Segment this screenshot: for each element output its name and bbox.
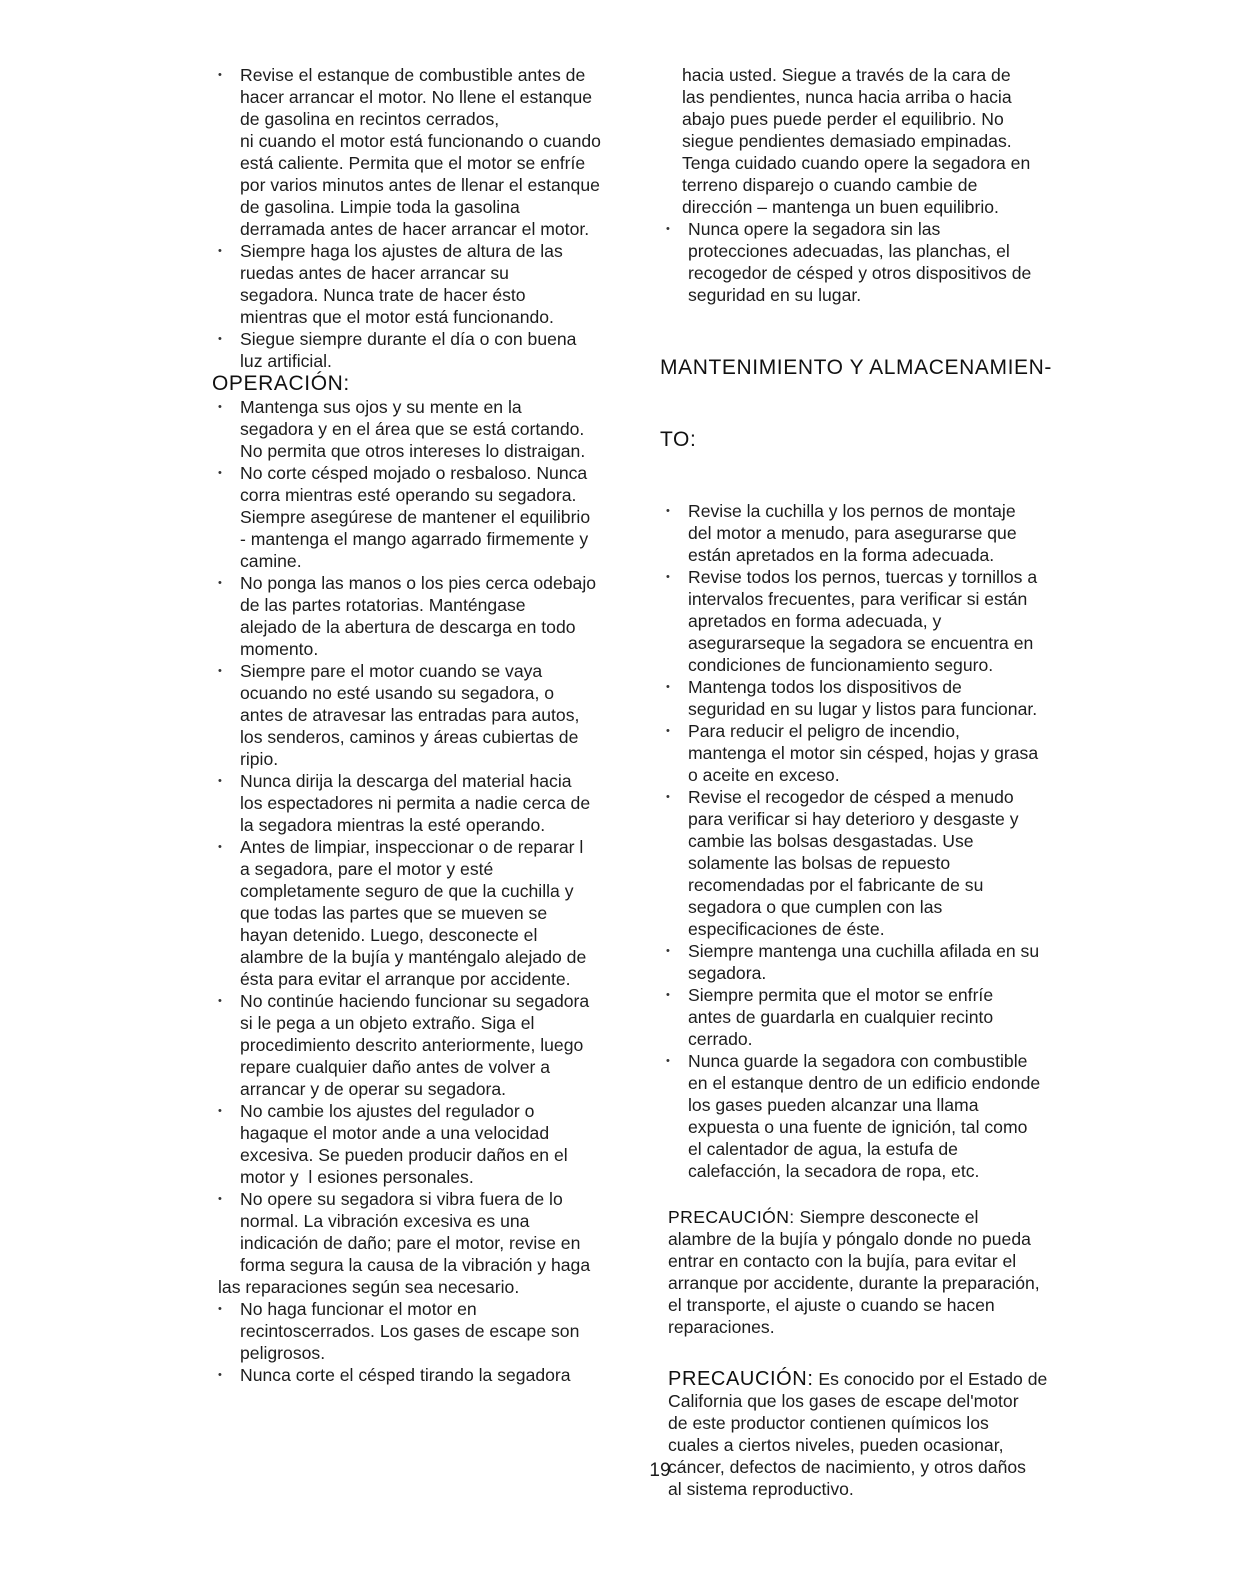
intro-bullet-list bbox=[212, 64, 650, 372]
list-item bbox=[212, 396, 650, 462]
text-line: de gasolina en recintos cerrados, bbox=[240, 109, 500, 129]
text-line: solamente las bolsas de repuesto bbox=[688, 853, 951, 873]
operacion-bullet-list bbox=[212, 396, 650, 1276]
text-line: recogedor de césped y otros dispositivos de bbox=[688, 263, 1032, 283]
text-line: - mantenga el mango agarrado firmemente y bbox=[240, 529, 589, 549]
text-line: California que los gases de escape del'motor bbox=[668, 1391, 1019, 1411]
text-line: que todas las partes que se mueven se bbox=[240, 903, 548, 923]
text-line: abajo pues puede perder el equilibrio. No bbox=[682, 109, 1004, 129]
text-line: • No corte césped mojado o resbaloso. Nunca bbox=[240, 463, 588, 483]
text-line: • Para reducir el peligro de incendio, bbox=[688, 721, 960, 741]
text-line: entrar en contacto con la bujía, para evitar el bbox=[668, 1251, 1017, 1271]
text-line: para verificar si hay deterioro y desgaste y bbox=[688, 809, 1019, 829]
text-line: ésta para evitar el arranque por accidente. bbox=[240, 969, 571, 989]
text-line: excesiva. Se pueden producir daños en el bbox=[240, 1145, 568, 1165]
text-line: normal. La vibración excesiva es una bbox=[240, 1211, 530, 1231]
text-line: intervalos frecuentes, para verificar si están bbox=[688, 589, 1028, 609]
list-item bbox=[660, 218, 1090, 306]
list-item bbox=[212, 240, 650, 328]
text-line: • No haga funcionar el motor en bbox=[240, 1299, 477, 1319]
text-line: camine. bbox=[240, 551, 302, 571]
text-line: • Siegue siempre durante el día o con buena bbox=[240, 329, 577, 349]
text-line: • Nunca corte el césped tirando la segadora bbox=[240, 1365, 571, 1385]
text-line: hacia usted. Siegue a través de la cara de bbox=[682, 65, 1011, 85]
text-line: ocuando no esté usando su segadora, o bbox=[240, 683, 554, 703]
list-item bbox=[660, 676, 1090, 720]
text-line: completamente seguro de que la cuchilla y bbox=[240, 881, 574, 901]
text-line: • No opere su segadora si vibra fuera de lo bbox=[240, 1189, 563, 1209]
text-line: alambre de la bujía y manténgalo alejado de bbox=[240, 947, 587, 967]
text-line: mientras que el motor está funcionando. bbox=[240, 307, 554, 327]
text-line: terreno disparejo o cuando cambie de bbox=[682, 175, 978, 195]
caution-note-spark-plug bbox=[660, 1206, 1090, 1338]
text-line: seguridad en su lugar y listos para funcionar. bbox=[688, 699, 1038, 719]
text-line: siegue pendientes demasiado empinadas. bbox=[682, 131, 1012, 151]
list-item bbox=[660, 566, 1090, 676]
text-line: seguridad en su lugar. bbox=[688, 285, 862, 305]
text-line: hacer arrancar el motor. No llene el estanque bbox=[240, 87, 593, 107]
heading-line: MANTENIMIENTO Y ALMACENAMIEN- bbox=[660, 356, 1052, 379]
text-line: • No ponga las manos o los pies cerca odebajo bbox=[240, 573, 597, 593]
text-line: o aceite en exceso. bbox=[688, 765, 840, 785]
text-line: asegurarseque la segadora se encuentra en bbox=[688, 633, 1034, 653]
left-column bbox=[212, 64, 650, 1386]
text-line: • Siempre pare el motor cuando se vaya bbox=[240, 661, 543, 681]
list-item bbox=[212, 990, 650, 1100]
text-line: No permita que otros intereses lo distraigan. bbox=[240, 441, 586, 461]
text-line: cáncer, defectos de nacimiento, y otros daños bbox=[668, 1457, 1026, 1477]
text-line: antes de guardarla en cualquier recinto bbox=[688, 1007, 994, 1027]
text-line: cambie las bolsas desgastadas. Use bbox=[688, 831, 974, 851]
text-line: • Siempre permita que el motor se enfríe bbox=[688, 985, 994, 1005]
text-line: • Nunca dirija la descarga del material hacia bbox=[240, 771, 572, 791]
text-line: • Mantenga todos los dispositivos de bbox=[688, 677, 962, 697]
text-line: cerrado. bbox=[688, 1029, 753, 1049]
text-line: las pendientes, nunca hacia arriba o hacia bbox=[682, 87, 1012, 107]
text-line: están apretados en la forma adecuada. bbox=[688, 545, 995, 565]
text-line: repare cualquier daño antes de volver a bbox=[240, 1057, 551, 1077]
list-item bbox=[212, 462, 650, 572]
operacion-heading: OPERACIÓN: bbox=[212, 372, 350, 395]
text-line: protecciones adecuadas, las planchas, el bbox=[688, 241, 1010, 261]
mantenimiento-bullet-list bbox=[660, 500, 1090, 1182]
text-line: el calentador de agua, la estufa de bbox=[688, 1139, 958, 1159]
text-line: especificaciones de éste. bbox=[688, 919, 885, 939]
text-line: segadora. bbox=[688, 963, 767, 983]
text-line: momento. bbox=[240, 639, 319, 659]
text-line: • Mantenga sus ojos y su mente en la bbox=[240, 397, 522, 417]
text-line: • Revise el estanque de combustible antes de bbox=[240, 65, 586, 85]
text-line: alambre de la bujía y póngalo donde no pueda bbox=[668, 1229, 1031, 1249]
text-line: los espectadores ni permita a nadie cerca de bbox=[240, 793, 591, 813]
list-item bbox=[212, 1100, 650, 1188]
text-line: está caliente. Permita que el motor se enfríe bbox=[240, 153, 586, 173]
text-line: dirección – mantenga un buen equilibrio. bbox=[682, 197, 999, 217]
text-line: de las partes rotatorias. Manténgase bbox=[240, 595, 526, 615]
text-line: arranque por accidente, durante la preparación, bbox=[668, 1273, 1040, 1293]
text-line: cuales a ciertos niveles, pueden ocasionar, bbox=[668, 1435, 1004, 1455]
list-item bbox=[212, 1188, 650, 1276]
list-item bbox=[660, 500, 1090, 566]
text-line: motor y l esiones personales. bbox=[240, 1167, 474, 1187]
list-item bbox=[660, 984, 1090, 1050]
text-line: segadora o que cumplen con las bbox=[688, 897, 943, 917]
text-line: de este productor contienen químicos los bbox=[668, 1413, 989, 1433]
text-line: • Siempre haga los ajustes de altura de las bbox=[240, 241, 563, 261]
text-line: • No cambie los ajustes del regulador o bbox=[240, 1101, 535, 1121]
text-line: • Antes de limpiar, inspeccionar o de reparar l bbox=[240, 837, 584, 857]
text-line: hagaque el motor ande a una velocidad bbox=[240, 1123, 550, 1143]
list-item bbox=[660, 720, 1090, 786]
text-line: ruedas antes de hacer arrancar su bbox=[240, 263, 509, 283]
text-line: reparaciones. bbox=[668, 1317, 775, 1337]
text-line: por varios minutos antes de llenar el estanque bbox=[240, 175, 600, 195]
page-number: 19 bbox=[649, 1460, 671, 1481]
text-line: Es conocido por el Estado de bbox=[813, 1369, 1048, 1389]
text-line: condiciones de funcionamiento seguro. bbox=[688, 655, 994, 675]
text-line: Siempre asegúrese de mantener el equilibrio bbox=[240, 507, 591, 527]
text-line: segadora y en el área que se está cortando. bbox=[240, 419, 585, 439]
continuation-line: las reparaciones según sea necesario. bbox=[218, 1277, 520, 1297]
list-item bbox=[660, 786, 1090, 940]
text-line: luz artificial. bbox=[240, 351, 332, 371]
heading-line: TO: bbox=[660, 428, 697, 451]
list-item bbox=[212, 1364, 650, 1386]
text-line: procedimiento descrito anteriormente, luego bbox=[240, 1035, 584, 1055]
text-line: del motor a menudo, para asegurarse que bbox=[688, 523, 1017, 543]
continuation-paragraph bbox=[660, 64, 1090, 218]
list-item bbox=[212, 64, 650, 240]
text-line: en el estanque dentro de un edificio endonde bbox=[688, 1073, 1041, 1093]
text-line: de gasolina. Limpie toda la gasolina bbox=[240, 197, 520, 217]
text-line: derramada antes de hacer arrancar el motor. bbox=[240, 219, 590, 239]
text-line: forma segura la causa de la vibración y haga bbox=[240, 1255, 591, 1275]
text-line: indicación de daño; pare el motor, revise en bbox=[240, 1233, 581, 1253]
list-item bbox=[212, 770, 650, 836]
text-line: la segadora mientras la esté operando. bbox=[240, 815, 546, 835]
list-item bbox=[212, 572, 650, 660]
text-line: los gases pueden alcanzar una llama bbox=[688, 1095, 979, 1115]
text-line: • Nunca guarde la segadora con combustible bbox=[688, 1051, 1028, 1071]
text-line: recomendadas por el fabricante de su bbox=[688, 875, 984, 895]
text-line: • Revise la cuchilla y los pernos de montaje bbox=[688, 501, 1016, 521]
text-line: Siempre desconecte el bbox=[794, 1207, 979, 1227]
list-item bbox=[660, 940, 1090, 984]
caution-label: PRECAUCIÓN: bbox=[668, 1368, 814, 1390]
text-line: • Revise todos los pernos, tuercas y tornillos a bbox=[688, 567, 1038, 587]
text-line: • Revise el recogedor de césped a menudo bbox=[688, 787, 1014, 807]
text-line: calefacción, la secadora de ropa, etc. bbox=[688, 1161, 980, 1181]
text-line: • Nunca opere la segadora sin las bbox=[688, 219, 941, 239]
text-line: apretados en forma adecuada, y bbox=[688, 611, 942, 631]
text-line: corra mientras esté operando su segadora. bbox=[240, 485, 577, 505]
text-line: • No continúe haciendo funcionar su segadora bbox=[240, 991, 590, 1011]
text-line: ni cuando el motor está funcionando o cuando bbox=[240, 131, 601, 151]
text-line: • Siempre mantenga una cuchilla afilada en su bbox=[688, 941, 1040, 961]
text-line: Tenga cuidado cuando opere la segadora en bbox=[682, 153, 1031, 173]
text-line: antes de atravesar las entradas para autos, bbox=[240, 705, 580, 725]
operacion-bullet-list-2 bbox=[212, 1298, 650, 1386]
list-item bbox=[212, 836, 650, 990]
text-line: alejado de la abertura de descarga en todo bbox=[240, 617, 576, 637]
list-item bbox=[212, 1298, 650, 1364]
text-line: el transporte, el ajuste o cuando se hacen bbox=[668, 1295, 995, 1315]
text-line: arrancar y de operar su segadora. bbox=[240, 1079, 507, 1099]
text-line: peligrosos. bbox=[240, 1343, 326, 1363]
text-line: los senderos, caminos y áreas cubiertas de bbox=[240, 727, 579, 747]
text-line: al sistema reproductivo. bbox=[668, 1479, 854, 1499]
text-line: hayan detenido. Luego, desconecte el bbox=[240, 925, 538, 945]
caution-label: PRECAUCIÓN: bbox=[668, 1207, 795, 1227]
text-line: si le pega a un objeto extraño. Siga el bbox=[240, 1013, 535, 1033]
list-item bbox=[212, 328, 650, 372]
list-item bbox=[660, 1050, 1090, 1182]
safety-bullet-list bbox=[660, 218, 1090, 306]
mantenimiento-heading bbox=[660, 308, 1090, 500]
right-column bbox=[660, 64, 1090, 1500]
text-line: ripio. bbox=[240, 749, 279, 769]
text-line: recintoscerrados. Los gases de escape son bbox=[240, 1321, 580, 1341]
text-line: segadora. Nunca trate de hacer ésto bbox=[240, 285, 526, 305]
text-line: mantenga el motor sin césped, hojas y grasa bbox=[688, 743, 1039, 763]
list-item bbox=[212, 660, 650, 770]
text-line: expuesta o una fuente de ignición, tal como bbox=[688, 1117, 1028, 1137]
text-line: a segadora, pare el motor y esté bbox=[240, 859, 494, 879]
